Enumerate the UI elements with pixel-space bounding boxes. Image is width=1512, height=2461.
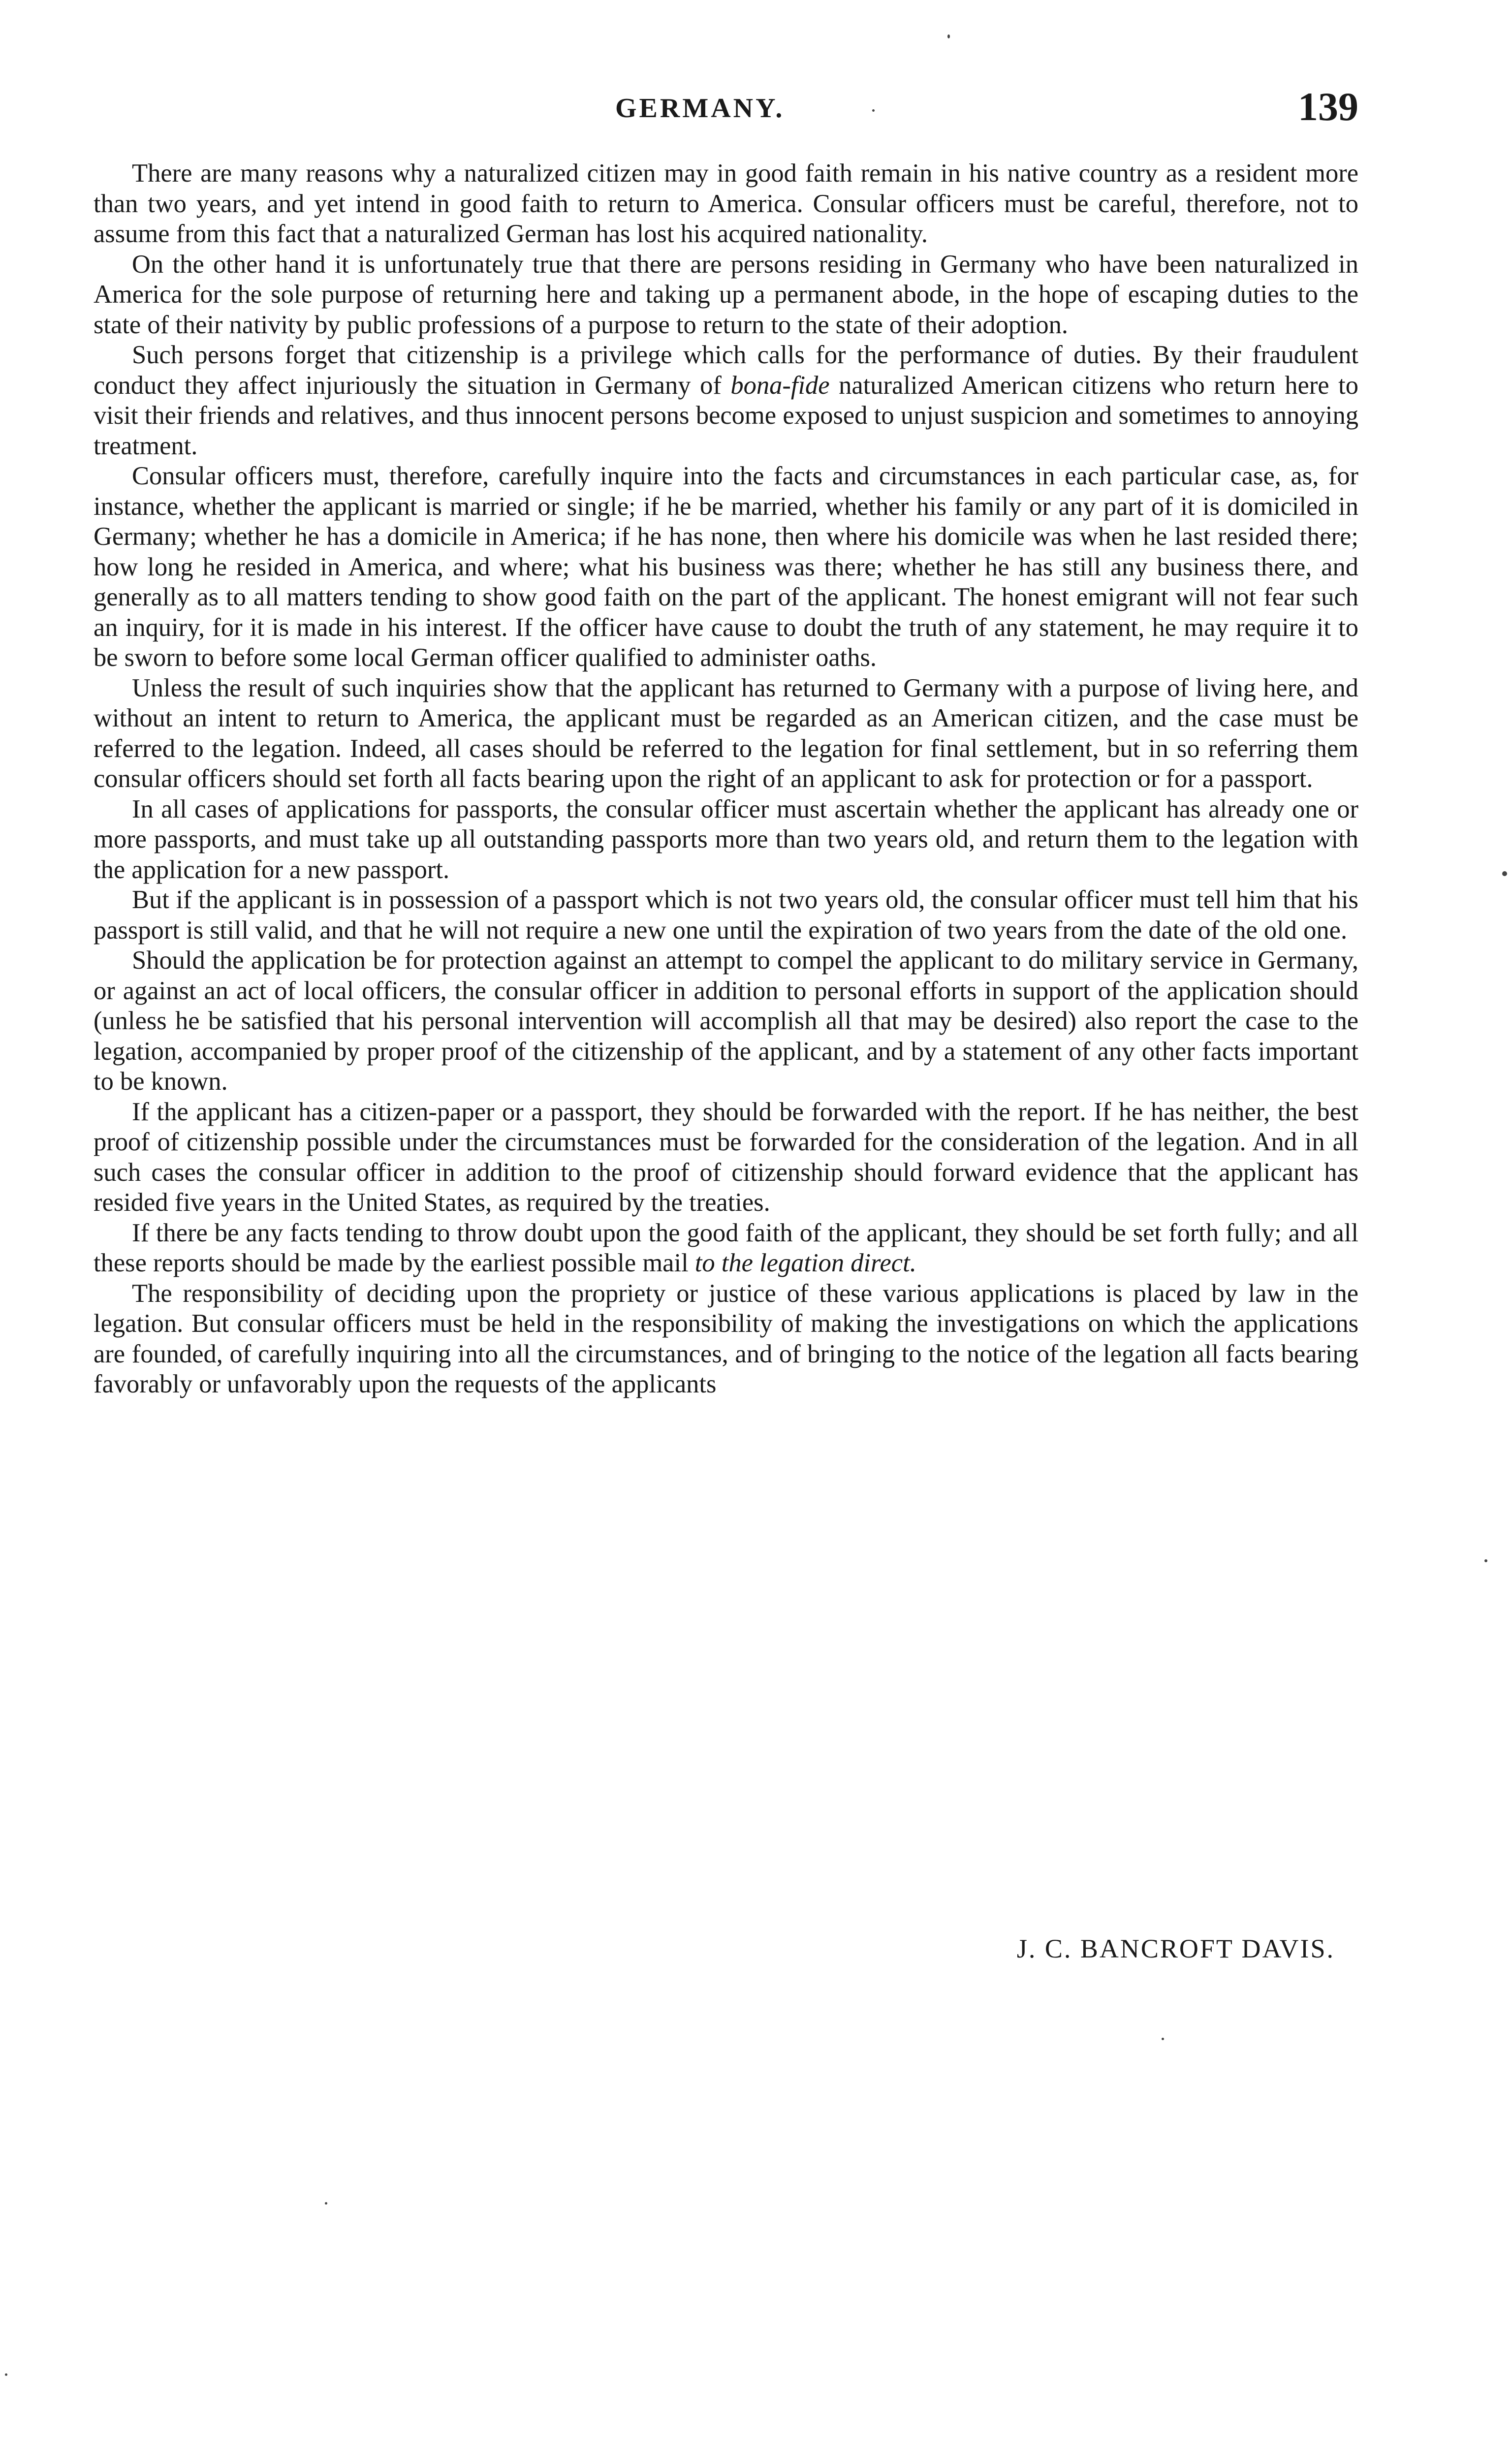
paragraph: Consular officers must, therefore, carefully inquire into the facts and circumstances in each particular case, as, for instance, whether the applicant is married or single; if he be married, whether his family or any part of it is domiciled in Germany; whether he has a domicile in America; if he has none, then where his domicile was when he last resided there; how long he resided in America, and where; what his business was there; whether he has still any business there, and generally as to all matters tending to show good faith on the part of the applicant. The honest emigrant will not fear such an inquiry, for it is made in his interest. If the officer have cause to doubt the truth of any statement, he may require it to be sworn to before some local German officer qualified to administer oaths.: [94, 462, 1358, 672]
paragraph: [94, 1218, 1358, 1279]
running-head: GERMANY.: [615, 93, 785, 124]
scan-speck: [1162, 2038, 1164, 2040]
paragraph: The responsibility of deciding upon the propriety or justice of these various applications is placed by law in the legation. But consular officers must be held in the responsibility of making the investigations on which the applications are founded, of carefully inquiring into all the circumstances, and of bringing to the notice of the legation all facts bearing favorably or unfavorably upon the requests of the applicants: [94, 1279, 1358, 1398]
scan-speck: [1484, 1559, 1487, 1562]
scan-speck: [1502, 871, 1507, 876]
page-number: 139: [1298, 84, 1358, 129]
paragraph-text: If there be any facts tending to throw doubt upon the good faith of the applicant, they should be set forth fully; and all these reports should be made by the earliest possible mail: [94, 1218, 1358, 1277]
paragraph: If the applicant has a citizen-paper or a passport, they should be forwarded with the report. If he has neither, the best proof of citizenship possible under the circumstances must be forwarded for the consideration of the legation. And in all such cases the consular officer in addition to the proof of citizenship should forward evidence that the applicant has resided five years in the United States, as required by the treaties.: [94, 1097, 1358, 1217]
italic-phrase: bona-fide: [730, 371, 830, 400]
scan-speck: [872, 109, 875, 112]
scan-speck: [5, 2373, 7, 2376]
paragraph-text: naturalized American citizens who return here to visit their friends and relatives, and thus innocent persons become exposed to unjust suspicion and sometimes to annoying treatment.: [94, 371, 1358, 460]
paragraph: Unless the result of such inquiries show that the applicant has returned to Germany with a purpose of living here, and without an intent to return to America, the applicant must be regarded as an American citizen, and the case must be referred to the legation. Indeed, all cases should be referred to the legation for final settlement, but in so referring them consular officers should set forth all facts bearing upon the right of an applicant to ask for protection or for a passport.: [94, 673, 1358, 793]
paragraph: [94, 340, 1358, 461]
paragraph-text: Such persons forget that citizenship is a privilege which calls for the performance of duties. By their fraudulent conduct they affect injuriously the situation in Germany of: [94, 341, 1358, 400]
page-header: [94, 84, 1358, 138]
signature: J. C. BANCROFT DAVIS.: [1016, 1934, 1335, 1963]
body-text: [94, 158, 1358, 1400]
paragraph: There are many reasons why a naturalized citizen may in good faith remain in his native country as a resident more than two years, and yet intend in good faith to return to America. Consular officers must be careful, therefore, not to assume from this fact that a naturalized German has lost his acquired nationality.: [94, 159, 1358, 248]
italic-phrase: to the legation direct.: [694, 1249, 916, 1277]
scan-speck: [947, 34, 950, 38]
scan-speck: [325, 2202, 327, 2205]
paragraph: In all cases of applications for passports, the consular officer must ascertain whether the applicant has already one or more passports, and must take up all outstanding passports more than two years old, and return them to the legation with the application for a new passport.: [94, 794, 1358, 884]
paragraph: But if the applicant is in possession of a passport which is not two years old, the consular officer must tell him that his passport is still valid, and that he will not require a new one until the expiration of two years from the date of the old one.: [94, 885, 1358, 945]
paragraph: On the other hand it is unfortunately true that there are persons residing in Germany who have been naturalized in America for the sole purpose of returning here and taking up a permanent abode, in the hope of escaping duties to the state of their nativity by public professions of a purpose to return to the state of their adoption.: [94, 250, 1358, 339]
paragraph: Should the application be for protection against an attempt to compel the applicant to do military service in Germany, or against an act of local officers, the consular officer in addition to personal efforts in support of the application should (unless he be satisfied that his personal intervention will accomplish all that may be desired) also report the case to the legation, accompanied by proper proof of the citizenship of the applicant, and by a statement of any other facts important to be known.: [94, 946, 1358, 1096]
